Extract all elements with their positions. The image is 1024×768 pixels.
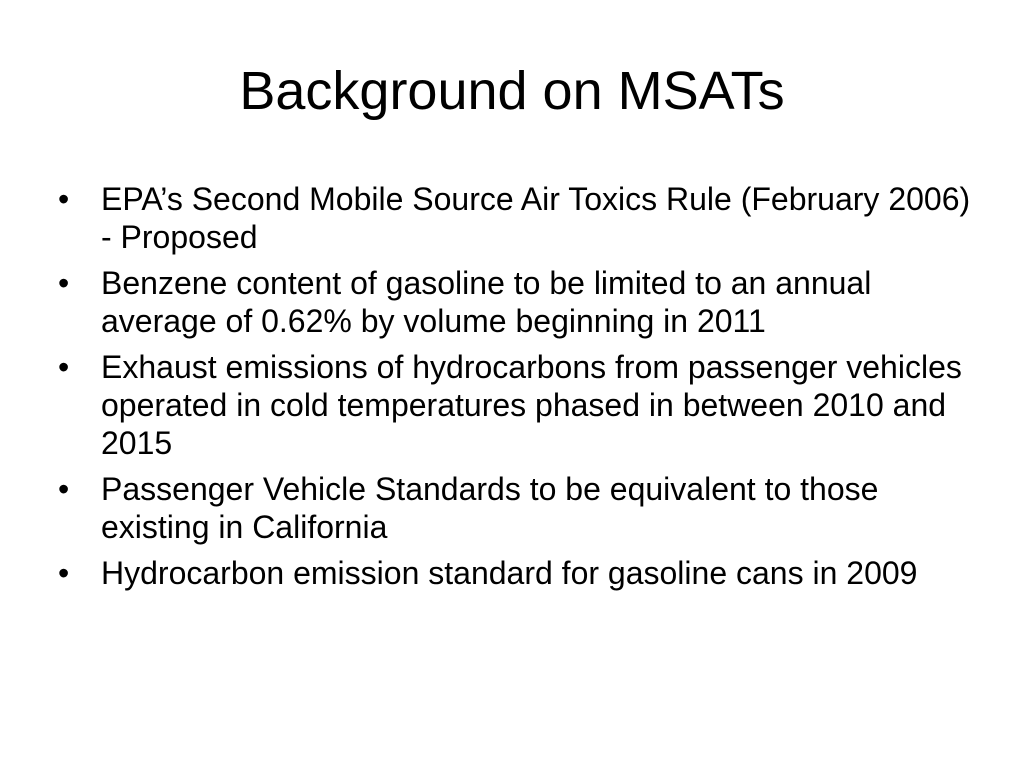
- bullet-point-icon: •: [58, 349, 70, 385]
- bullet-list: [58, 180, 978, 600]
- bullet-point-icon: •: [58, 471, 70, 507]
- bullet-point-icon: •: [58, 181, 70, 217]
- bullet-text: Passenger Vehicle Standards to be equivalent to those existing in California: [101, 471, 879, 545]
- bullet-item: [58, 554, 978, 592]
- bullet-text: EPA’s Second Mobile Source Air Toxics Rule (February 2006) - Proposed: [101, 181, 971, 255]
- bullet-item: [58, 348, 978, 462]
- bullet-point-icon: •: [58, 265, 70, 301]
- bullet-item: [58, 180, 978, 256]
- bullet-text: Exhaust emissions of hydrocarbons from passenger vehicles operated in cold temperatures phased in between 2010 and 2015: [101, 349, 962, 461]
- bullet-text: Benzene content of gasoline to be limited to an annual average of 0.62% by volume beginning in 2011: [101, 265, 872, 339]
- bullet-item: [58, 470, 978, 546]
- bullet-point-icon: •: [58, 555, 70, 591]
- slide-title: Background on MSATs: [239, 61, 785, 121]
- bullet-text: Hydrocarbon emission standard for gasoline cans in 2009: [101, 555, 918, 591]
- bullet-item: [58, 264, 978, 340]
